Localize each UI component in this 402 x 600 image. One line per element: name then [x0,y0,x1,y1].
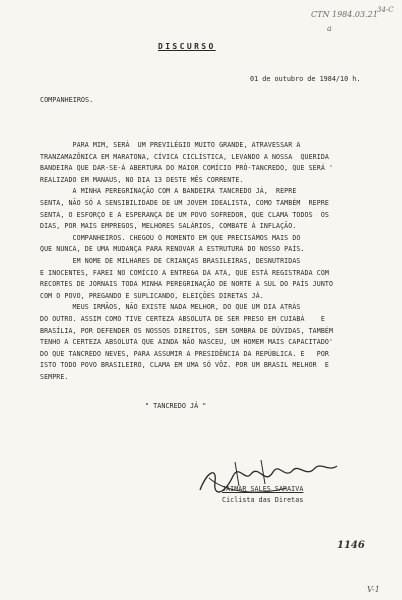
slogan: " TANCREDO JÁ " [145,402,207,410]
document-date: 01 de outubro de 1984/10 h. [250,75,361,83]
archive-extra-note: 34-C [377,6,394,14]
body-line: SEMPRE. [40,372,69,381]
body-line: DO OUTRO. ASSIM COMO TIVE CERTEZA ABSOLUTA DE SER PRESO EM CUIABÁ E [40,314,325,323]
body-line: SENTA, NÃO SÓ A SENSIBILIDADE DE UM JOVEM IDEALISTA, COMO TAMBÉM REPRE [40,198,329,207]
signer-role: Ciclista das Diretas [222,496,304,504]
body-line: MEUS IRMÃOS, NÃO EXISTE NADA MELHOR, DO QUE UM DIA ATRÁS [40,303,301,312]
archive-sub-note: a [327,24,332,33]
body-line: SENTA, O ESFORÇO E A ESPERANÇA DE UM POVO SOFREDOR, QUE CLAMA TODOS OS [40,210,329,219]
body-line: RECORTES DE JORNAIS TODA MINHA PEREGRINAÇÃO DE NORTE A SUL DO PAÍS JUNTO [40,280,334,289]
body-line: COMPANHEIROS. CHEGOU O MOMENTO EM QUE PRECISAMOS MAIS DO [40,233,301,242]
body-line: A MINHA PEREGRINAÇÃO COM A BANDEIRA TANCREDO JÁ, REPRE [40,187,297,196]
document-title: DISCURSO [158,42,216,51]
body-line: PARA MIM, SERÁ UM PREVILÉGIO MUITO GRANDE, ATRAVESSAR A [40,141,301,149]
speech-body [40,140,370,383]
greeting: COMPANHEIROS. [40,96,94,104]
body-line: QUE NUNCA, DE UMA MUDANÇA PARA RENOVAR A ESTRUTURA DO NOSSO PAÍS. [40,245,305,254]
body-line: EM NOME DE MILHARES DE CRIANÇAS BRASILEIRAS, DESNUTRIDAS [40,256,301,265]
body-line: BANDEIRA QUE DAR-SE-Á ABERTURA DO MAIOR COMÍCIO PRÓ-TANCREDO, QUE SERÁ ' [40,164,334,173]
page-number-stamp: 1146 [337,540,365,551]
body-line: TRANZAMAZÔNICA EM MARATONA, CÍVICA CICLÍSTICA, LEVANDO A NOSSA QUERIDA [40,152,329,161]
archive-code: CTN 1984.03.21 [311,10,378,19]
signer-name: JAIMAR SALES SARAIVA [222,485,304,493]
body-line: DIAS, POR MAIS EMPREGOS, MELHORES SALÁRIOS, COMBATE À INFLAÇÃO. [40,222,297,231]
body-line: DO QUE TANCREDO NEVES, PARA ASSUMIR A PRESIDÊNCIA DA REPÚBLICA. E POR [40,349,329,358]
page-marker: V-1 [367,585,380,594]
body-line: TENHO A CERTEZA ABSOLUTA QUE AINDA NÃO NASCEU, UM HOMEM MAIS CAPACITADO' [40,338,334,347]
body-line: COM O POVO, PREGANDO E SUPLICANDO, ELEIÇÕES DIRETAS JÁ. [40,291,264,300]
body-line: ISTO TODO POVO BRASILEIRO, CLAMA EM UMA SÓ VÔZ. POR UM BRASIL MELHOR E [40,361,329,370]
body-line: BRASÍLIA, POR DEFENDER OS NOSSOS DIREITOS, SEM SOMBRA DE DÚVIDAS, TAMBÉM [40,326,334,335]
body-line: E INOCENTES, FAREI NO COMÍCIO A ENTREGA DA ATA, QUE ESTÁ REGISTRADA COM [40,268,329,277]
body-line: REALIZADO EM MANAUS, NO DIA 13 DESTE MÊS CORRENTE. [40,175,244,184]
